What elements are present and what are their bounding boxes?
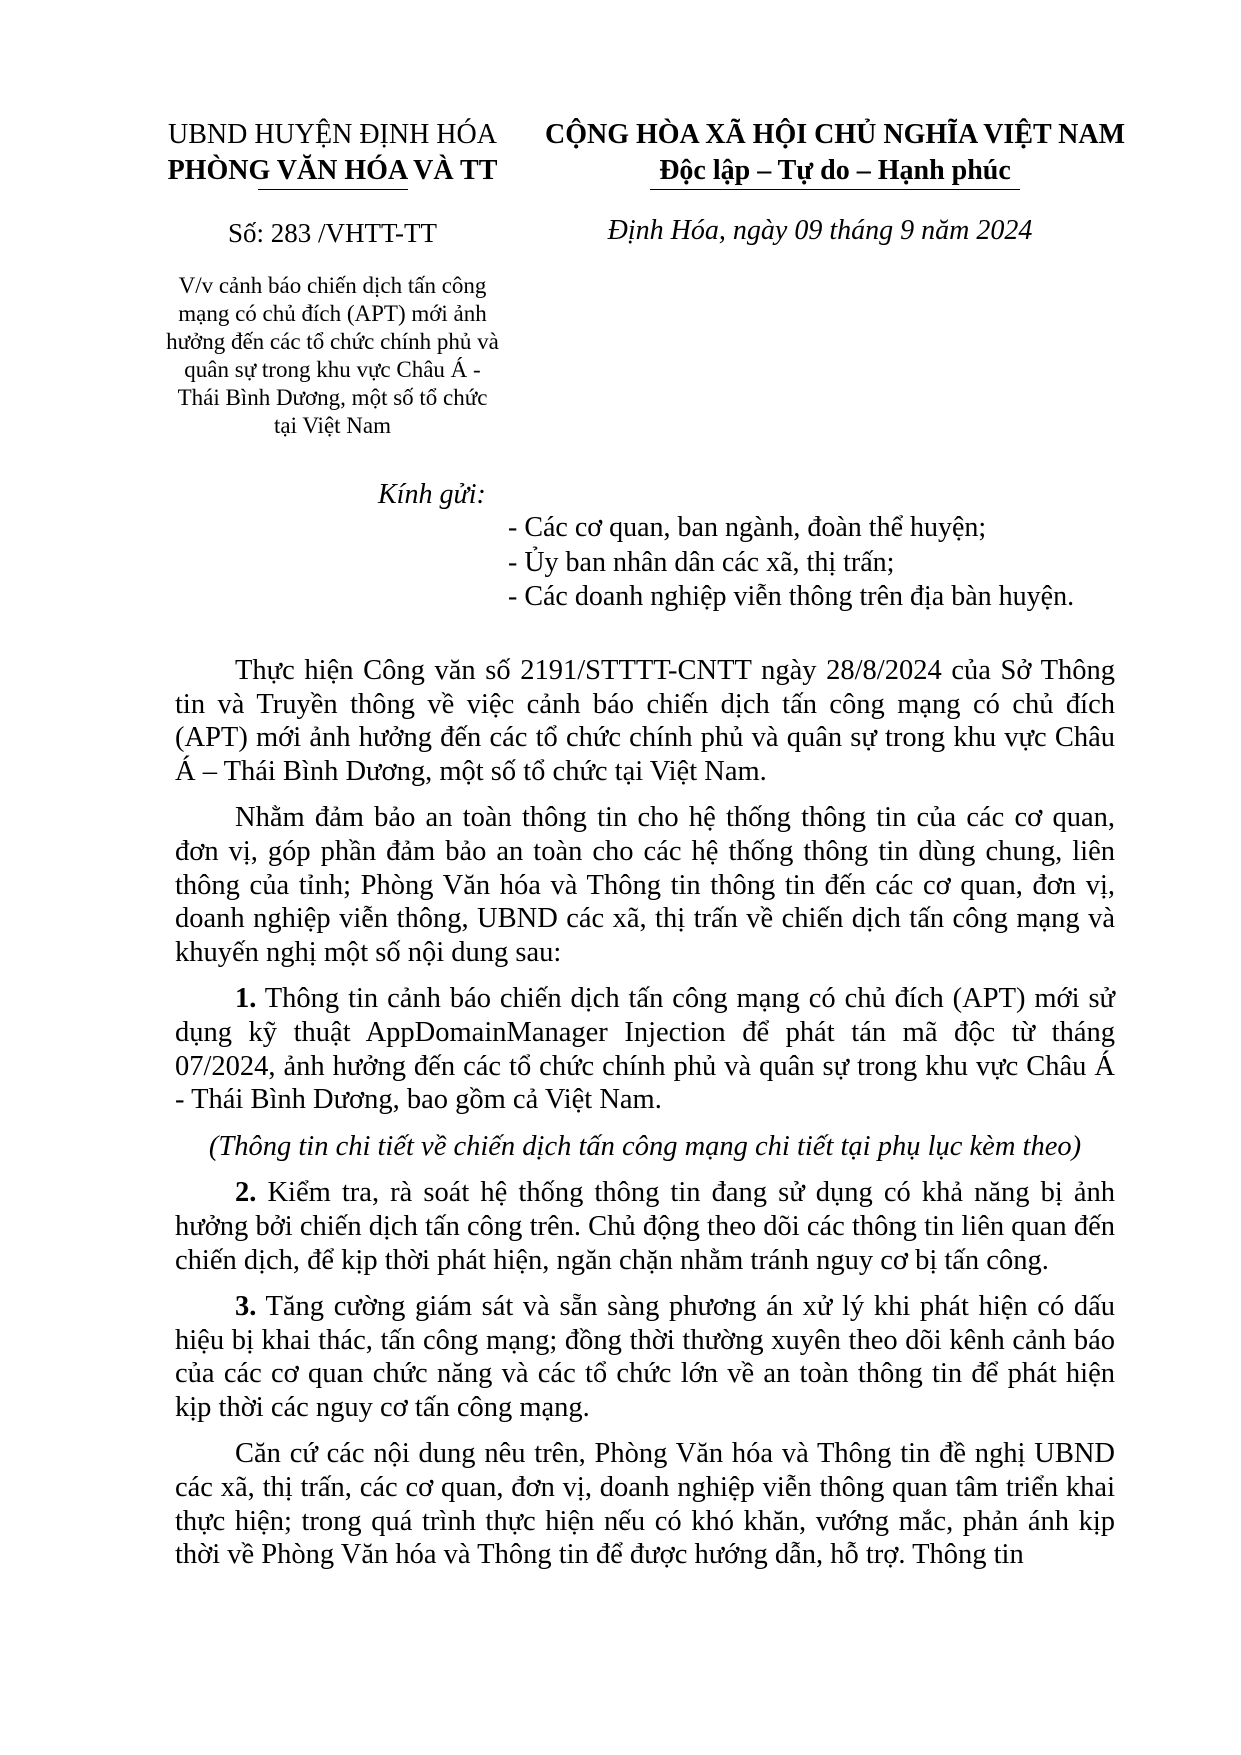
item-text: Tăng cường giám sát và sẵn sàng phương án xử lý khi phát hiện có dấu hiệu bị khai thác, tấn công mạng; đồng thời thường xuyên theo dõi kênh cảnh báo của các cơ quan chức năng và các tổ chức lớn về an toàn thông tin để phát hiện kịp thời các nguy cơ tấn công mạng. (175, 1291, 1115, 1423)
numbered-item-3 (175, 1290, 1115, 1424)
subject-line: tại Việt Nam (274, 413, 391, 438)
item-text: Kiểm tra, rà soát hệ thống thông tin đang sử dụng có khả năng bị ảnh hưởng bởi chiến dịch tấn công trên. Chủ động theo dõi các thông tin liên quan đến chiến dịch, để kịp thời phát hiện, ngăn chặn nhằm tránh nguy cơ bị tấn công. (175, 1177, 1115, 1276)
item-number: 3. (235, 1291, 257, 1323)
recipient-item: - Các cơ quan, ban ngành, đoàn thể huyện; (508, 512, 987, 543)
numbered-item-1 (175, 982, 1115, 1116)
recipient-item: - Các doanh nghiệp viễn thông trên địa bàn huyện. (508, 581, 1075, 612)
document-body (175, 654, 1115, 1585)
national-title-block (545, 117, 1125, 190)
body-paragraph: Thực hiện Công văn số 2191/STTTT-CNTT ngày 28/8/2024 của Sở Thông tin và Truyền thông về việc cảnh báo chiến dịch tấn công mạng có chủ đích (APT) mới ảnh hưởng đến các tổ chức chính phủ và quân sự trong khu vực Châu Á – Thái Bình Dương, một số tổ chức tại Việt Nam. (175, 655, 1115, 787)
subject-line: Thái Bình Dương, một số tổ chức (177, 385, 488, 410)
parent-agency: UBND HUYỆN ĐỊNH HÓA (168, 119, 497, 150)
subject-line: V/v cảnh báo chiến dịch tấn công (178, 273, 487, 298)
body-paragraph: Căn cứ các nội dung nêu trên, Phòng Văn hóa và Thông tin đề nghị UBND các xã, thị trấn, các cơ quan, đơn vị, doanh nghiệp viễn thông quan tâm triển khai thực hiện; trong quá trình thực hiện nếu có khó khăn, vướng mắc, phản ánh kịp thời về Phòng Văn hóa và Thông tin để được hướng dẫn, hỗ trợ. Thông tin (175, 1438, 1115, 1571)
document-number: Số: 283 /VHTT-TT (228, 218, 437, 248)
body-paragraph: Nhằm đảm bảo an toàn thông tin cho hệ thống thông tin của các cơ quan, đơn vị, góp phần đảm bảo an toàn cho các hệ thống thông tin dùng chung, liên thông của tỉnh; Phòng Văn hóa và Thông tin thông tin đến các cơ quan, đơn vị, doanh nghiệp viễn thông, UBND các xã, thị trấn về chiến dịch tấn công mạng và khuyến nghị một số nội dung sau: (175, 802, 1115, 968)
recipients-list (508, 511, 1074, 615)
issuing-agency-block (140, 117, 525, 190)
nation-title: CỘNG HÒA XÃ HỘI CHỦ NGHĨA VIỆT NAM (545, 119, 1126, 150)
document-date: Định Hóa, ngày 09 tháng 9 năm 2024 (607, 215, 1033, 246)
recipient-item: - Ủy ban nhân dân các xã, thị trấn; (508, 546, 895, 578)
agency-underline (258, 189, 408, 190)
appendix-note: (Thông tin chi tiết về chiến dịch tấn công mạng chi tiết tại phụ lục kèm theo) (208, 1130, 1082, 1162)
document-subject (150, 272, 515, 440)
numbered-item-2 (175, 1176, 1115, 1277)
national-motto: Độc lập – Tự do – Hạnh phúc (659, 155, 1011, 186)
item-number: 1. (235, 983, 257, 1015)
item-number: 2. (235, 1177, 257, 1209)
subject-line: mạng có chủ đích (APT) mới ảnh (178, 301, 487, 326)
motto-underline (650, 189, 1020, 190)
item-text: Thông tin cảnh báo chiến dịch tấn công mạng có chủ đích (APT) mới sử dụng kỹ thuật AppDomainManager Injection để phát tán mã độc từ tháng 07/2024, ảnh hưởng đến các tổ chức chính phủ và quân sự trong khu vực Châu Á - Thái Bình Dương, bao gồm cả Việt Nam. (175, 983, 1115, 1116)
issuing-agency: PHÒNG VĂN HÓA VÀ TT (167, 155, 498, 186)
recipients-label: Kính gửi: (378, 479, 486, 510)
subject-line: quân sự trong khu vực Châu Á - (184, 357, 481, 382)
subject-line: hưởng đến các tổ chức chính phủ và (166, 329, 499, 354)
